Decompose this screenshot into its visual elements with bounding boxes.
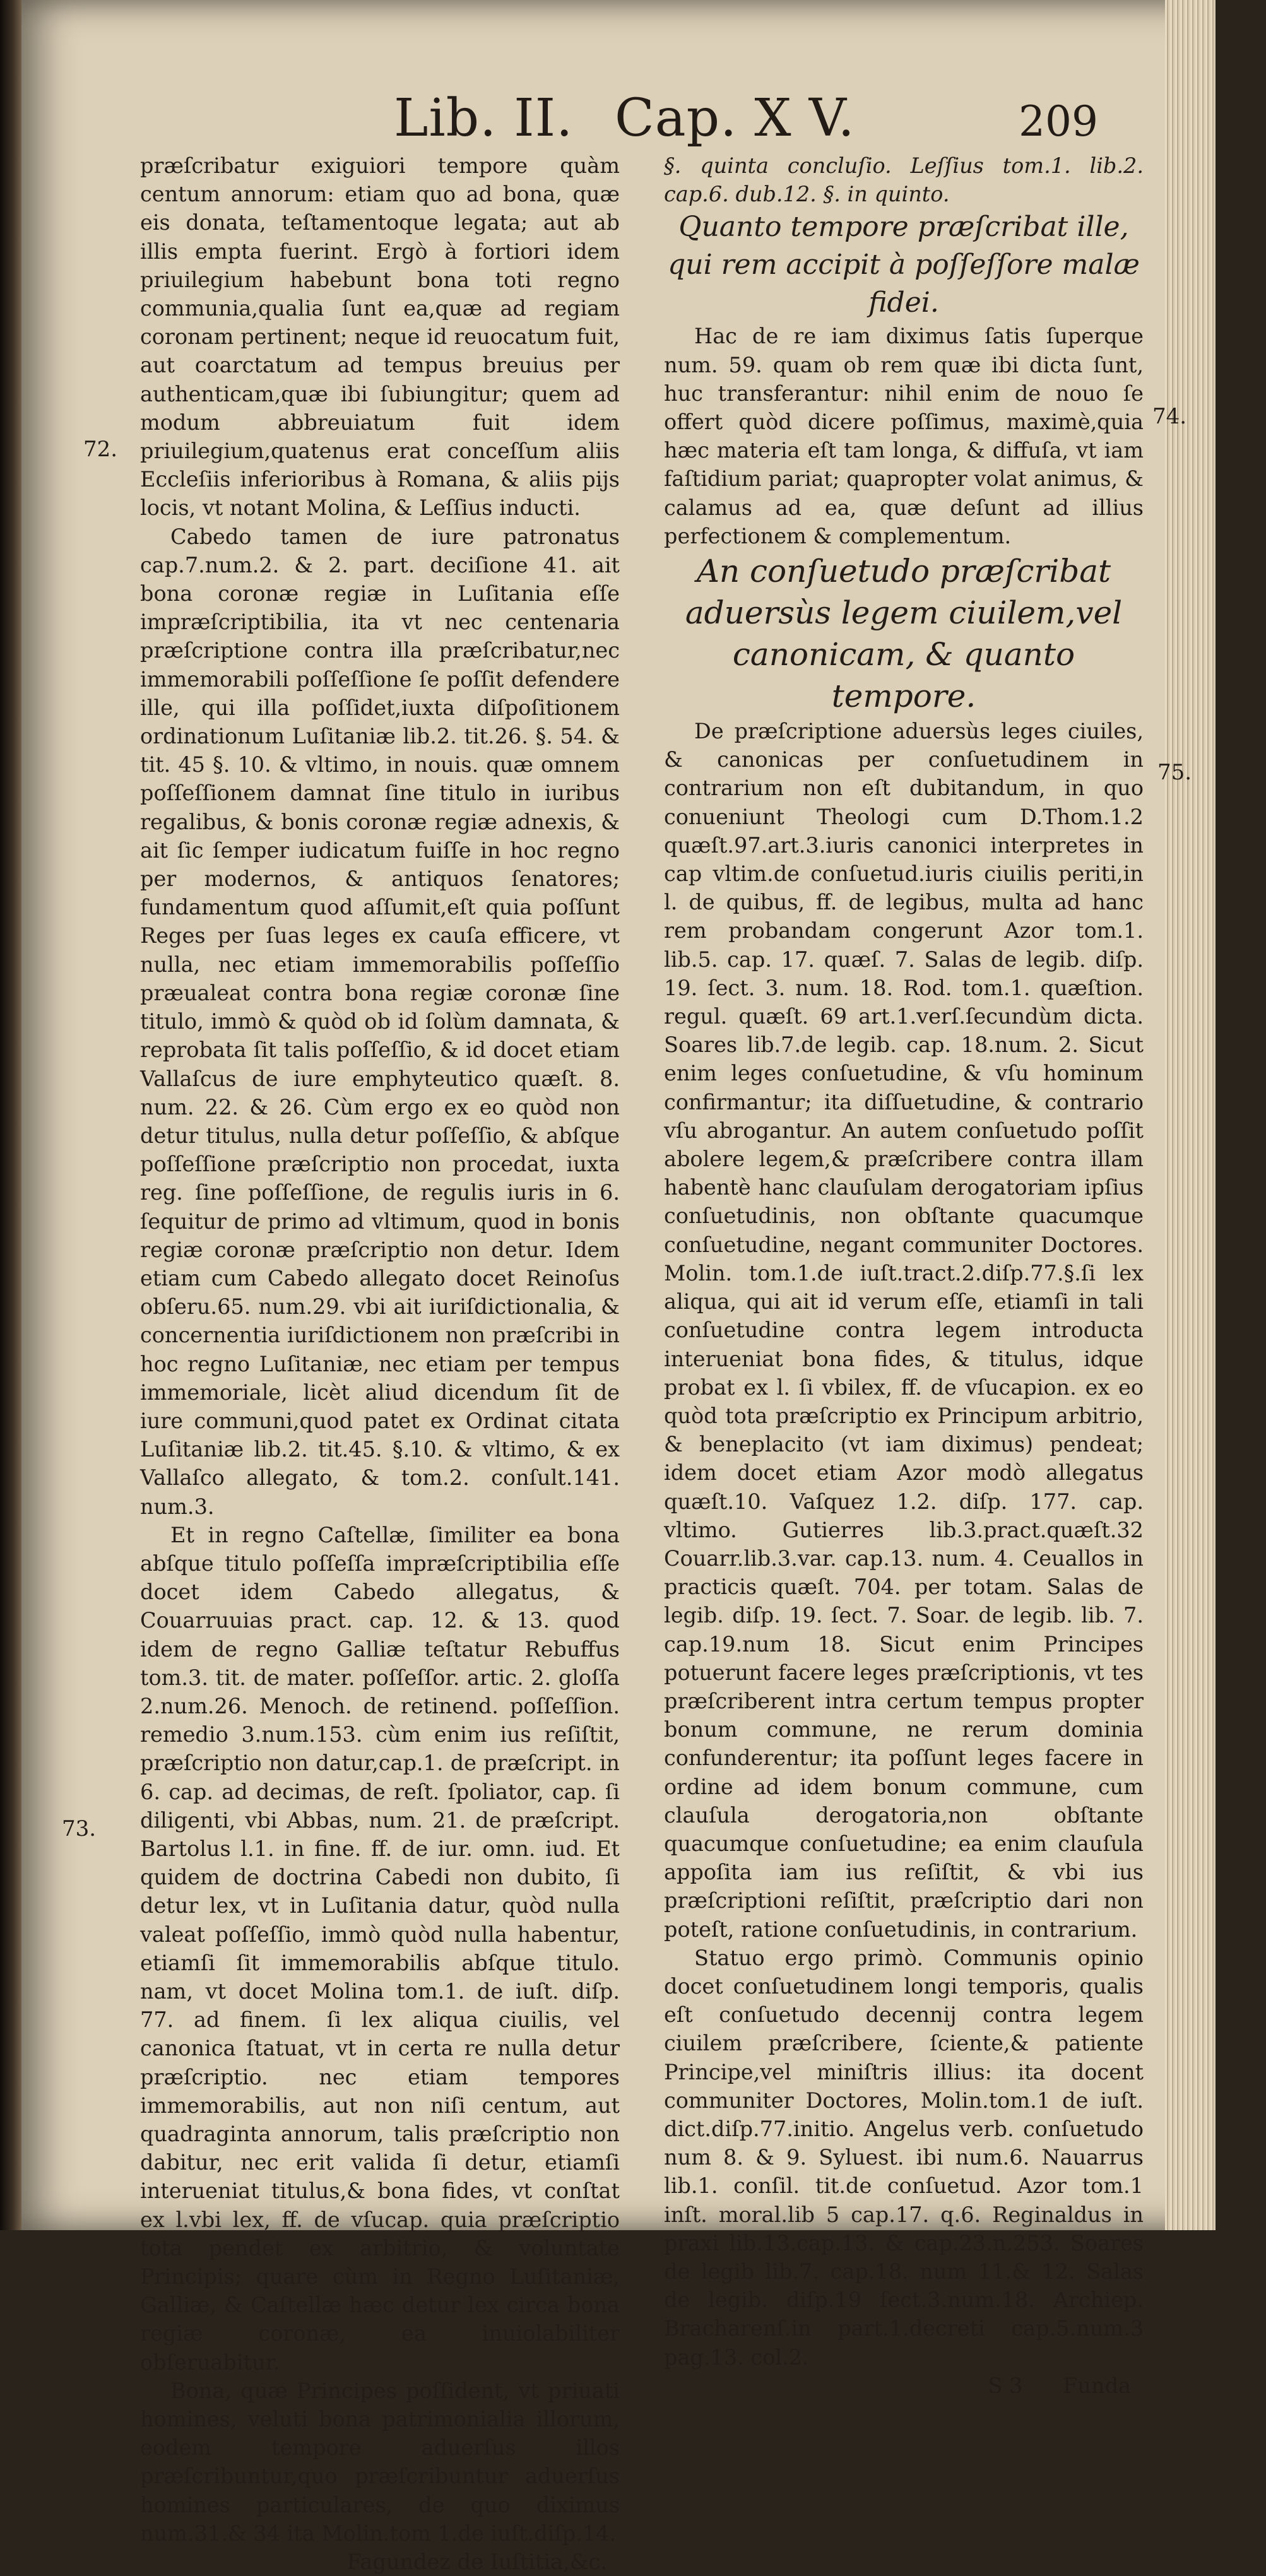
right-top-lines: §. quinta concluſio. Leſſius tom.1. lib.2. cap.6. dub.12. §. in quinto. <box>664 153 1144 207</box>
running-head-book: Lib. II. <box>394 88 574 148</box>
margin-number-75: 75. <box>1157 760 1192 785</box>
margin-number-73: 73. <box>62 1816 97 1841</box>
running-head-chapter: Cap. X V. <box>615 88 855 148</box>
left-catchword: Fagundez de Iuſtitia,&c. <box>346 2549 607 2575</box>
left-paragraph-3: Et in regno Caſtellæ, ſimiliter ea bona abſque titulo poſſeſſa impræſcriptibilia eſſe docet idem Cabedo allegatus, & Couarruuias pract. cap. 12. & 13. quod idem de regno Galliæ teſtatur Rebuffus tom.3. tit. de mater. poſſeſſor. artic. 2. gloſſa 2.num.26. Menoch. de retinend. poſſeſſion. remedio 3.num.153. cùm enim ius reſiſtit, præſcriptio non datur,cap.1. de præſcript. in 6. cap. ad decimas, de reſt. ſpoliator, cap. ſi diligenti, vbi Abbas, num. 21. de præſcript. Bartolus l.1. in fine. ff. de iur. omn. iud. Et quidem de doctrina Cabedi non dubito, ſi detur lex, vt in Luſitania datur, quòd nulla valeat poſſeſſio, immò quòd nulla habentur, etiamſi ſit immemorabilis abſque titulo. nam, vt docet Molina tom.1. de iuſt. diſp. 77. ad finem. ſi lex aliqua ciuilis, vel canonica ſtatuat, vt in certa re nulla detur præſcriptio. nec etiam tempores immemorabilis, aut non niſi centum, aut quadraginta annorum, talis præſcriptio non dabitur, nec erit valida ſi detur, etiamſi interueniat titulus,& bona fides, vt conſtat ex l.vbi lex, ff. de vſucap. quia præſcriptio tota pendet ex arbitrio, & voluntate Principis; quare cùm in Regno Luſitaniæ, Galliæ, & Caſtellæ hæc detur lex circa bona regiæ coronæ, ea inuiolabiliter obſeruabitur. <box>140 1522 620 2375</box>
section-heading-2: An conſuetudo præſcribat aduersùs legem ciuilem,vel canonicam, & quanto tempore. <box>685 553 1123 715</box>
page-edges <box>1165 0 1216 2230</box>
page-number: 209 <box>1019 97 1098 146</box>
book-spine <box>0 0 21 2230</box>
left-column <box>140 151 620 2576</box>
left-paragraph-2: Cabedo tamen de iure patronatus cap.7.num.2. & 2. part. deciſione 41. ait bona coronæ regiæ in Luſitania eſſe impræſcriptibilia, ita vt nec centenaria præſcriptione contra illa præſcribatur,nec immemorabili poſſeſſione ſe poſſit defendere ille, qui illa poſſidet,iuxta diſpoſitionem ordinationum Luſitaniæ lib.2. tit.26. §. 54. & tit. 45 §. 10. & vltimo, in nouis. quæ omnem poſſeſſionem damnat ſine titulo in iuribus regalibus, & bonis coronæ regiæ adnexis, & ait ſic ſemper iudicatum fuiſſe in hoc regno per modernos, & antiquos ſenatores; fundamentum quod aſſumit,eſt quia poſſunt Reges per ſuas leges ex cauſa efficere, vt nulla, nec etiam immemorabilis poſſeſſio præualeat contra bona regiæ coronæ ſine titulo, immò & quòd ob id ſolùm damnata, & reprobata ſit talis poſſeſſio, & id docet etiam Vallaſcus de iure emphyteutico quæſt. 8. num. 22. & 26. Cùm ergo ex eo quòd non detur titulus, nulla detur poſſeſſio, & abſque poſſeſſione præſcriptio non procedat, iuxta reg. ſine poſſeſſione, de regulis iuris in 6. ſequitur de primo ad vltimum, quod in bonis regiæ coronæ præſcriptio non detur. Idem etiam cum Cabedo allegato docet Reinoſus obſeru.65. num.29. vbi ait iuriſdictionalia, & concernentia iuriſdictionem non præſcribi in hoc regno Luſitaniæ, nec etiam per tempus immemoriale, licèt aliud dicendum ſit de iure communi,quod patet ex Ordinat citata Luſitaniæ lib.2. tit.45. §.10. & vltimo, & ex Vallaſco allegato, & tom.2. conſult.141. num.3. <box>140 524 620 1519</box>
margin-number-74: 74. <box>1152 404 1187 429</box>
left-paragraph-4: Bona, quæ Principes poſſident, vt priuati homines, veluti bona patrimonialia illorum, eodem tempore aduerſus illos præſcribuntur,quo præſcribuntur aduerſus homines particulares, de quo diximus num.31.& 34 ita Molin.tom 1.de iuſt.diſp.14. <box>140 2378 620 2546</box>
section-heading-1: Quanto tempore præſcribat ille, qui rem accipit à poſſeſſore malæ fidei. <box>668 211 1140 319</box>
margin-number-72: 72. <box>83 437 118 462</box>
right-paragraph-2: De præſcriptione aduersùs leges ciuiles, & canonicas per conſuetudinem in contrarium non eſt dubitandum, in quo conueniunt Theologi cum D.Thom.1.2 quæſt.97.art.3.iuris canonici interpretes in cap vltim.de conſuetud.iuris ciuilis periti,in l. de quibus, ff. de legibus, multa ad hanc rem probandam congerunt Azor tom.1. lib.5. cap. 17. quæſ. 7. Salas de legib. diſp. 19. ſect. 3. num. 18. Rod. tom.1. quæſtion. regul. quæſt. 69 art.1.verſ.ſecundùm dicta. Soares lib.7.de legib. cap. 18.num. 2. Sicut enim leges conſuetudine, & vſu hominum confirmantur; ita diſſuetudine, & contrario vſu abrogantur. An autem conſuetudo poſſit abolere legem,& præſcribere contra illam habentè hanc clauſulam derogatoriam ipſius conſuetudinis, non obſtante quacumque conſuetudine, negant communiter Doctores. Molin. tom.1.de iuſt.tract.2.diſp.77.§.ſi lex aliqua, qui ait id verum eſſe, etiamſi in tali conſuetudine contra legem introducta interueniat bona fides, & titulus, idque probat ex l. ſi vbilex, ff. de vſucapion. ex eo quòd tota præſcriptio ex Principum arbitrio, & beneplacito (vt iam diximus) pendeat; idem docet etiam Azor modò allegatus quæſt.10. Vaſquez 1.2. diſp. 177. cap. vltimo. Gutierres lib.3.pract.quæſt.32 Couarr.lib.3.var. cap.13. num. 4. Ceuallos in practicis quæſt. 704. per totam. Salas de legib. diſp. 19. ſect. 7. Soar. de legib. lib. 7. cap.19.num 18. Sicut enim Principes potuerunt facere leges præſcriptionis, vt tes præſcriberent intra certum tempus propter bonum commune, ne rerum dominia confunderentur; ita poſſunt leges facere in ordine ad idem bonum commune, cum clauſula derogatoria,non obſtante quacumque conſuetudine; ea enim clauſula appoſita iam ius reſiſtit, & vbi ius præſcriptioni reſiſtit, præſcriptio dari non poteſt, ratione conſuetudinis, in contrarium. <box>664 719 1144 1942</box>
right-column <box>664 151 1144 2400</box>
right-paragraph-3: Statuo ergo primò. Communis opinio docet conſuetudinem longi temporis, qualis eſt conſuetudo decennij contra legem ciuilem præſcribere, ſciente,& patiente Principe,vel miniſtris illius: ita docent communiter Doctores, Molin.tom.1 de iuſt. dict.diſp.77.initio. Angelus verb. conſuetudo num 8. & 9. Syluest. ibi num.6. Nauarrus lib.1. conſil. tit.de conſuetud. Azor tom.1 inſt. moral.lib 5 cap.17. q.6. Reginaldus in praxi lib.13.cap.13. & cap.23.n.253. Soares de legib lib.7. cap.18. num 11.& 12. Salas de legib. diſp.19 ſect.3.num.18. Archiep. Bracharenſ.in part.1.decreti cap.5.num.3 pag.13. col.2. <box>664 1945 1144 2370</box>
right-paragraph-1: Hac de re iam diximus ſatis ſuperque num. 59. quam ob rem quæ ibi dicta ſunt, huc transferantur: nihil enim de nouo ſe offert quòd dicere poſſimus, maximè,quia hæc materia eſt tam longa, & diffuſa, vt iam faſtidium pariat; quapropter volat animus, & calamus ad ea, quæ deſunt ad illius perfectionem & complementum. <box>664 324 1144 548</box>
left-paragraph-1: præſcribatur exiguiori tempore quàm centum annorum: etiam quo ad bona, quæ eis donata, teſtamentoque legata; aut ab illis empta fuerint. Ergò à fortiori idem priuilegium habebunt bona toti regno communia,qualia ſunt ea,quæ ad regiam coronam pertinent; neque id reuocatum fuit, aut coarctatum ad tempus breuius per authenticam,quæ ibi ſubiungitur; quem ad modum abbreuiatum fuit idem priuilegium,quatenus erat conceſſum aliis Eccleſiis inferioribus à Romana, & aliis pijs locis, vt notant Molina, & Leſſius inducti. <box>140 153 620 521</box>
book-page <box>21 0 1216 2575</box>
right-catchword: Funda <box>1063 2373 1131 2398</box>
signature-mark: S 3 <box>988 2373 1023 2398</box>
running-head <box>375 88 1195 158</box>
footer-line <box>664 2372 1144 2400</box>
